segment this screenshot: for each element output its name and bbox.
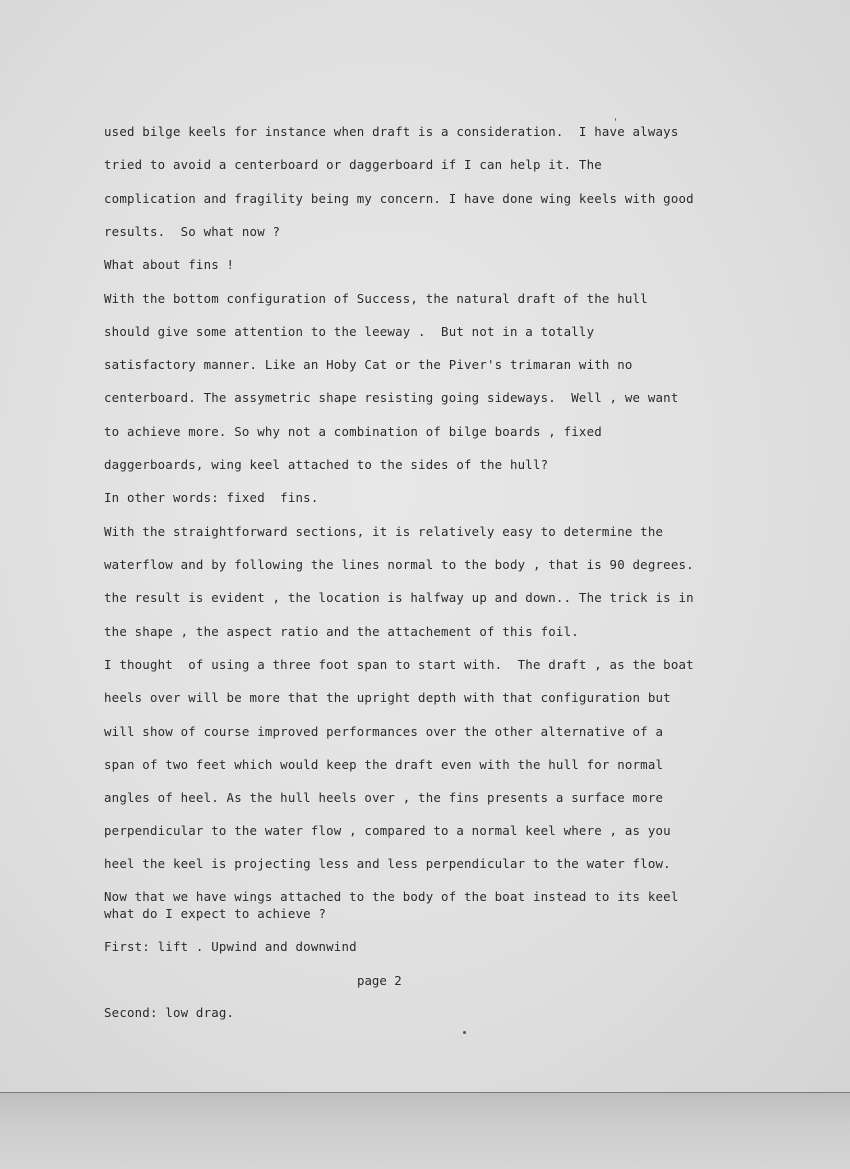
text-line: used bilge keels for instance when draft is a consideration. I have always xyxy=(104,124,679,139)
text-line: perpendicular to the water flow , compared to a normal keel where , as you xyxy=(104,823,671,838)
text-line: I thought of using a three foot span to start with. The draft , as the boat xyxy=(104,657,694,672)
text-line: In other words: fixed fins. xyxy=(104,490,319,505)
text-line: With the straightforward sections, it is relatively easy to determine the xyxy=(104,524,664,539)
text-line: tried to avoid a centerboard or daggerboard if I can help it. The xyxy=(104,157,602,172)
text-line: Second: low drag. xyxy=(104,1005,235,1020)
page-number: page 2 xyxy=(357,973,402,988)
text-line: the shape , the aspect ratio and the attachement of this foil. xyxy=(104,624,579,639)
scan-bottom-edge xyxy=(0,1093,850,1169)
text-line: First: lift . Upwind and downwind xyxy=(104,939,357,954)
scan-speck xyxy=(615,118,616,121)
text-line: what do I expect to achieve ? xyxy=(104,906,327,921)
text-line: heels over will be more that the upright depth with that configuration but xyxy=(104,690,671,705)
text-line: What about fins ! xyxy=(104,257,235,272)
text-line: With the bottom configuration of Success, the natural draft of the hull xyxy=(104,291,648,306)
scan-speck xyxy=(463,1031,466,1034)
text-line: the result is evident , the location is halfway up and down.. The trick is in xyxy=(104,590,694,605)
text-line: waterflow and by following the lines normal to the body , that is 90 degrees. xyxy=(104,557,694,572)
text-line: daggerboards, wing keel attached to the sides of the hull? xyxy=(104,457,549,472)
text-line: heel the keel is projecting less and less perpendicular to the water flow. xyxy=(104,856,671,871)
text-line: to achieve more. So why not a combination of bilge boards , fixed xyxy=(104,424,602,439)
text-line: span of two feet which would keep the draft even with the hull for normal xyxy=(104,757,664,772)
text-line: results. So what now ? xyxy=(104,224,281,239)
text-line: complication and fragility being my concern. I have done wing keels with good xyxy=(104,191,694,206)
text-line: should give some attention to the leeway . But not in a totally xyxy=(104,324,595,339)
text-line: angles of heel. As the hull heels over , the fins presents a surface more xyxy=(104,790,664,805)
text-line: satisfactory manner. Like an Hoby Cat or the Piver's trimaran with no xyxy=(104,357,633,372)
text-line: centerboard. The assymetric shape resisting going sideways. Well , we want xyxy=(104,390,679,405)
text-line: will show of course improved performances over the other alternative of a xyxy=(104,724,664,739)
text-line: Now that we have wings attached to the body of the boat instead to its keel xyxy=(104,889,679,904)
